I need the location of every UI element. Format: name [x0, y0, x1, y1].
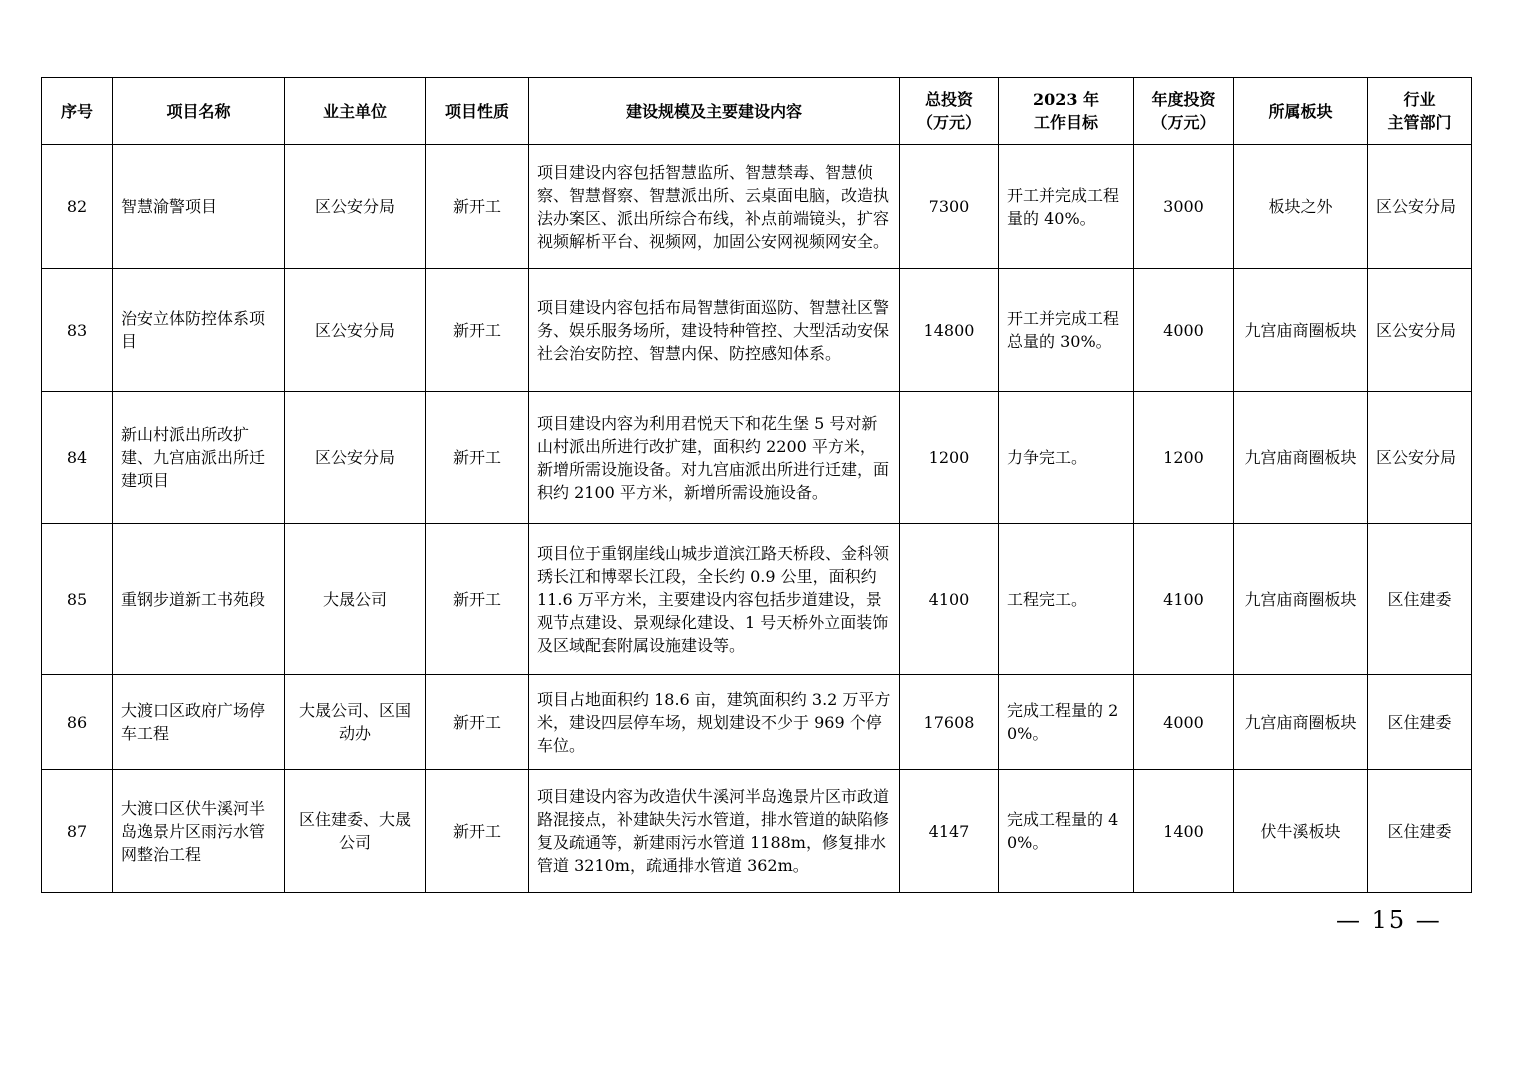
- project-table: [41, 77, 1472, 893]
- cell-goal: 开工并完成工程量的 40%。: [999, 145, 1134, 269]
- cell-goal: 力争完工。: [999, 392, 1134, 524]
- cell-owner: 区住建委、大晟公司: [285, 770, 426, 893]
- cell-owner: 区公安分局: [285, 269, 426, 392]
- cell-seq: 86: [42, 675, 113, 770]
- cell-total: 4100: [900, 524, 999, 675]
- header-annual-line1: 年度投资: [1151, 90, 1216, 109]
- cell-seq: 84: [42, 392, 113, 524]
- cell-seq: 85: [42, 524, 113, 675]
- cell-name: 大渡口区政府广场停车工程: [113, 675, 285, 770]
- header-dept: [1368, 78, 1472, 145]
- cell-scale: 项目占地面积约 18.6 亩，建筑面积约 3.2 万平方米，建设四层停车场，规划建设不少于 969 个停车位。: [529, 675, 900, 770]
- table-row: [42, 269, 1472, 392]
- cell-seq: 87: [42, 770, 113, 893]
- header-dept-line2: 主管部门: [1387, 113, 1452, 132]
- header-total: [900, 78, 999, 145]
- header-seq: 序号: [42, 78, 113, 145]
- cell-annual: 4100: [1134, 524, 1234, 675]
- cell-scale: 项目建设内容包括智慧监所、智慧禁毒、智慧侦察、智慧督察、智慧派出所、云桌面电脑，改造执法办案区、派出所综合布线，补点前端镜头，扩容视频解析平台、视频网，加固公安网视频网安全。: [529, 145, 900, 269]
- cell-annual: 4000: [1134, 675, 1234, 770]
- cell-total: 17608: [900, 675, 999, 770]
- cell-sector: 九宫庙商圈板块: [1234, 675, 1368, 770]
- header-total-line2: （万元）: [916, 113, 981, 132]
- cell-scale: 项目建设内容包括布局智慧街面巡防、智慧社区警务、娱乐服务场所，建设特种管控、大型活动安保社会治安防控、智慧内保、防控感知体系。: [529, 269, 900, 392]
- cell-goal: 完成工程量的 40%。: [999, 770, 1134, 893]
- cell-annual: 4000: [1134, 269, 1234, 392]
- cell-seq: 83: [42, 269, 113, 392]
- cell-name: 智慧渝警项目: [113, 145, 285, 269]
- cell-dept: 区公安分局: [1368, 392, 1472, 524]
- cell-owner: 区公安分局: [285, 145, 426, 269]
- header-sector: 所属板块: [1234, 78, 1368, 145]
- table-row: [42, 770, 1472, 893]
- cell-dept: 区公安分局: [1368, 145, 1472, 269]
- cell-goal: 工程完工。: [999, 524, 1134, 675]
- table-row: [42, 392, 1472, 524]
- header-owner: 业主单位: [285, 78, 426, 145]
- cell-seq: 82: [42, 145, 113, 269]
- page-number: — 15 —: [1336, 906, 1442, 934]
- cell-scale: 项目建设内容为改造伏牛溪河半岛逸景片区市政道路混接点，补建缺失污水管道，排水管道的缺陷修复及疏通等，新建雨污水管道 1188m，修复排水管道 3210m，疏通排水管道 362m。: [529, 770, 900, 893]
- header-goal: [999, 78, 1134, 145]
- cell-goal: 完成工程量的 20%。: [999, 675, 1134, 770]
- cell-nature: 新开工: [426, 524, 529, 675]
- cell-total: 1200: [900, 392, 999, 524]
- cell-total: 14800: [900, 269, 999, 392]
- cell-dept: 区住建委: [1368, 770, 1472, 893]
- cell-owner: 区公安分局: [285, 392, 426, 524]
- cell-sector: 伏牛溪板块: [1234, 770, 1368, 893]
- header-nature: 项目性质: [426, 78, 529, 145]
- cell-sector: 板块之外: [1234, 145, 1368, 269]
- header-total-line1: 总投资: [924, 90, 973, 109]
- header-annual-line2: （万元）: [1151, 113, 1216, 132]
- cell-owner: 大晟公司、区国动办: [285, 675, 426, 770]
- cell-dept: 区住建委: [1368, 524, 1472, 675]
- table-header-row: [42, 78, 1472, 145]
- cell-goal: 开工并完成工程总量的 30%。: [999, 269, 1134, 392]
- cell-total: 7300: [900, 145, 999, 269]
- table-row: [42, 145, 1472, 269]
- header-name: 项目名称: [113, 78, 285, 145]
- cell-sector: 九宫庙商圈板块: [1234, 524, 1368, 675]
- table-row: [42, 675, 1472, 770]
- cell-nature: 新开工: [426, 269, 529, 392]
- cell-nature: 新开工: [426, 770, 529, 893]
- cell-nature: 新开工: [426, 675, 529, 770]
- cell-scale: 项目位于重钢崖线山城步道滨江路天桥段、金科领琇长江和博翠长江段，全长约 0.9 公里，面积约 11.6 万平方米，主要建设内容包括步道建设，景观节点建设、景观绿化建设、1 号天桥外立面装饰及区域配套附属设施建设等。: [529, 524, 900, 675]
- cell-name: 新山村派出所改扩建、九宫庙派出所迁建项目: [113, 392, 285, 524]
- cell-annual: 1200: [1134, 392, 1234, 524]
- cell-total: 4147: [900, 770, 999, 893]
- cell-dept: 区住建委: [1368, 675, 1472, 770]
- cell-name: 大渡口区伏牛溪河半岛逸景片区雨污水管网整治工程: [113, 770, 285, 893]
- cell-name: 重钢步道新工书苑段: [113, 524, 285, 675]
- cell-annual: 3000: [1134, 145, 1234, 269]
- header-goal-line2: 工作目标: [1033, 113, 1098, 132]
- cell-sector: 九宫庙商圈板块: [1234, 392, 1368, 524]
- header-scale: 建设规模及主要建设内容: [529, 78, 900, 145]
- table-row: [42, 524, 1472, 675]
- cell-nature: 新开工: [426, 392, 529, 524]
- cell-name: 治安立体防控体系项目: [113, 269, 285, 392]
- cell-owner: 大晟公司: [285, 524, 426, 675]
- header-dept-line1: 行业: [1403, 90, 1436, 109]
- cell-scale: 项目建设内容为利用君悦天下和花生堡 5 号对新山村派出所进行改扩建，面积约 2200 平方米，新增所需设施设备。对九宫庙派出所进行迁建，面积约 2100 平方米，新增所需设施设备。: [529, 392, 900, 524]
- header-goal-line1: 2023 年: [1032, 90, 1100, 109]
- header-annual: [1134, 78, 1234, 145]
- cell-nature: 新开工: [426, 145, 529, 269]
- cell-dept: 区公安分局: [1368, 269, 1472, 392]
- cell-annual: 1400: [1134, 770, 1234, 893]
- cell-sector: 九宫庙商圈板块: [1234, 269, 1368, 392]
